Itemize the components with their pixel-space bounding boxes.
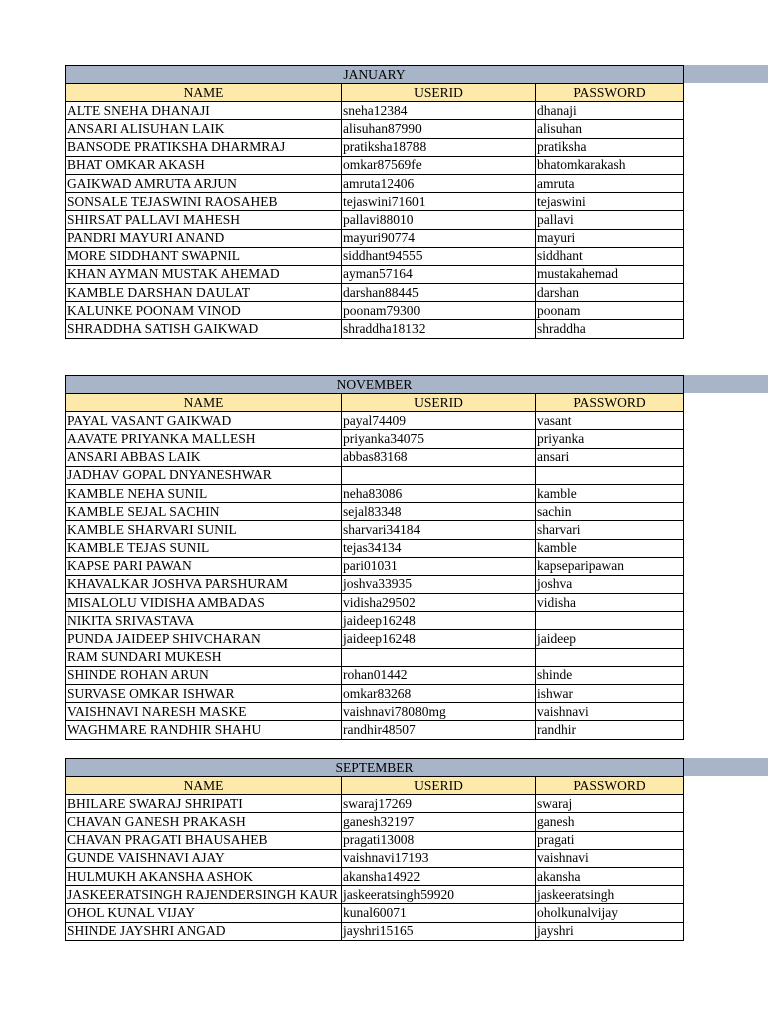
table-row: [66, 539, 684, 557]
section-november: [65, 375, 684, 740]
password-cell: siddhant: [536, 247, 684, 265]
table-row: [66, 193, 684, 211]
table-row: [66, 229, 684, 247]
password-cell: alisuhan: [536, 120, 684, 138]
userid-cell: jaskeeratsingh59920: [342, 886, 536, 904]
password-cell: vaishnavi: [536, 703, 684, 721]
name-cell: SONSALE TEJASWINI RAOSAHEB: [66, 193, 342, 211]
table-header-row: [66, 84, 684, 102]
name-cell: GUNDE VAISHNAVI AJAY: [66, 849, 342, 867]
password-cell: [536, 466, 684, 484]
name-cell: AAVATE PRIYANKA MALLESH: [66, 430, 342, 448]
table-row: [66, 120, 684, 138]
table-row: [66, 247, 684, 265]
userid-cell: tejas34134: [342, 539, 536, 557]
password-cell: tejaswini: [536, 193, 684, 211]
table-row: [66, 102, 684, 120]
table-row: [66, 831, 684, 849]
name-cell: ANSARI ABBAS LAIK: [66, 448, 342, 466]
userid-cell: rohan01442: [342, 666, 536, 684]
userid-cell: omkar87569fe: [342, 156, 536, 174]
userid-cell: vaishnavi78080mg: [342, 703, 536, 721]
user-table: [65, 83, 684, 339]
name-cell: ANSARI ALISUHAN LAIK: [66, 120, 342, 138]
name-cell: JASKEERATSINGH RAJENDERSINGH KAUR: [66, 886, 342, 904]
table-row: [66, 612, 684, 630]
name-cell: ALTE SNEHA DHANAJI: [66, 102, 342, 120]
password-cell: ishwar: [536, 685, 684, 703]
userid-cell: darshan88445: [342, 284, 536, 302]
month-header-row: [65, 65, 684, 83]
section-january: [65, 65, 684, 339]
password-cell: ansari: [536, 448, 684, 466]
name-cell: MORE SIDDHANT SWAPNIL: [66, 247, 342, 265]
name-cell: SHINDE JAYSHRI ANGAD: [66, 922, 342, 940]
table-row: [66, 211, 684, 229]
userid-cell: alisuhan87990: [342, 120, 536, 138]
password-cell: sachin: [536, 503, 684, 521]
password-cell: ganesh: [536, 813, 684, 831]
userid-cell: [342, 466, 536, 484]
userid-cell: priyanka34075: [342, 430, 536, 448]
table-row: [66, 849, 684, 867]
month-title: NOVEMBER: [65, 375, 684, 393]
userid-cell: tejaswini71601: [342, 193, 536, 211]
table-row: [66, 904, 684, 922]
password-cell: bhatomkarakash: [536, 156, 684, 174]
table-row: [66, 721, 684, 739]
table-row: [66, 503, 684, 521]
password-cell: oholkunalvijay: [536, 904, 684, 922]
table-row: [66, 867, 684, 885]
userid-cell: abbas83168: [342, 448, 536, 466]
userid-cell: neha83086: [342, 484, 536, 502]
userid-cell: jaideep16248: [342, 612, 536, 630]
name-cell: VAISHNAVI NARESH MASKE: [66, 703, 342, 721]
password-cell: shinde: [536, 666, 684, 684]
password-cell: darshan: [536, 284, 684, 302]
userid-cell: sneha12384: [342, 102, 536, 120]
name-cell: JADHAV GOPAL DNYANESHWAR: [66, 466, 342, 484]
table-row: [66, 594, 684, 612]
table-row: [66, 557, 684, 575]
userid-cell: joshva33935: [342, 575, 536, 593]
table-row: [66, 795, 684, 813]
table-row: [66, 648, 684, 666]
userid-cell: jaideep16248: [342, 630, 536, 648]
name-column-header: NAME: [66, 394, 342, 412]
month-title: SEPTEMBER: [65, 758, 684, 776]
name-cell: BHAT OMKAR AKASH: [66, 156, 342, 174]
password-cell: joshva: [536, 575, 684, 593]
table-row: [66, 484, 684, 502]
name-cell: HULMUKH AKANSHA ASHOK: [66, 867, 342, 885]
table-row: [66, 265, 684, 283]
password-cell: poonam: [536, 302, 684, 320]
name-cell: MISALOLU VIDISHA AMBADAS: [66, 594, 342, 612]
password-cell: [536, 612, 684, 630]
userid-cell: amruta12406: [342, 174, 536, 192]
table-row: [66, 430, 684, 448]
name-cell: NIKITA SRIVASTAVA: [66, 612, 342, 630]
userid-cell: mayuri90774: [342, 229, 536, 247]
userid-cell: sharvari34184: [342, 521, 536, 539]
name-cell: SURVASE OMKAR ISHWAR: [66, 685, 342, 703]
table-row: [66, 922, 684, 940]
userid-cell: sejal83348: [342, 503, 536, 521]
table-row: [66, 886, 684, 904]
password-cell: shraddha: [536, 320, 684, 338]
password-cell: vaishnavi: [536, 849, 684, 867]
name-cell: KHAN AYMAN MUSTAK AHEMAD: [66, 265, 342, 283]
table-row: [66, 685, 684, 703]
name-cell: SHRADDHA SATISH GAIKWAD: [66, 320, 342, 338]
name-cell: WAGHMARE RANDHIR SHAHU: [66, 721, 342, 739]
userid-cell: omkar83268: [342, 685, 536, 703]
name-cell: KALUNKE POONAM VINOD: [66, 302, 342, 320]
userid-cell: shraddha18132: [342, 320, 536, 338]
password-cell: jaideep: [536, 630, 684, 648]
password-column-header: PASSWORD: [536, 394, 684, 412]
password-column-header: PASSWORD: [536, 84, 684, 102]
name-cell: PAYAL VASANT GAIKWAD: [66, 412, 342, 430]
userid-cell: akansha14922: [342, 867, 536, 885]
name-cell: SHINDE ROHAN ARUN: [66, 666, 342, 684]
name-cell: KAMBLE SHARVARI SUNIL: [66, 521, 342, 539]
name-cell: KAMBLE NEHA SUNIL: [66, 484, 342, 502]
name-cell: CHAVAN GANESH PRAKASH: [66, 813, 342, 831]
name-cell: PUNDA JAIDEEP SHIVCHARAN: [66, 630, 342, 648]
month-header-row: [65, 375, 684, 393]
password-cell: randhir: [536, 721, 684, 739]
name-cell: KAMBLE SEJAL SACHIN: [66, 503, 342, 521]
table-row: [66, 466, 684, 484]
table-row: [66, 302, 684, 320]
name-cell: KAMBLE DARSHAN DAULAT: [66, 284, 342, 302]
name-cell: GAIKWAD AMRUTA ARJUN: [66, 174, 342, 192]
password-cell: priyanka: [536, 430, 684, 448]
section-september: [65, 758, 684, 941]
userid-cell: ganesh32197: [342, 813, 536, 831]
name-column-header: NAME: [66, 84, 342, 102]
userid-cell: jayshri15165: [342, 922, 536, 940]
password-cell: sharvari: [536, 521, 684, 539]
table-row: [66, 521, 684, 539]
password-cell: kapseparipawan: [536, 557, 684, 575]
table-row: [66, 174, 684, 192]
table-row: [66, 630, 684, 648]
name-cell: CHAVAN PRAGATI BHAUSAHEB: [66, 831, 342, 849]
month-header-row: [65, 758, 684, 776]
table-header-row: [66, 777, 684, 795]
table-row: [66, 284, 684, 302]
userid-cell: pari01031: [342, 557, 536, 575]
table-header-row: [66, 394, 684, 412]
name-cell: KAMBLE TEJAS SUNIL: [66, 539, 342, 557]
password-cell: swaraj: [536, 795, 684, 813]
userid-cell: payal74409: [342, 412, 536, 430]
userid-column-header: USERID: [342, 84, 536, 102]
password-cell: [536, 648, 684, 666]
table-row: [66, 575, 684, 593]
password-cell: vasant: [536, 412, 684, 430]
userid-cell: poonam79300: [342, 302, 536, 320]
userid-column-header: USERID: [342, 394, 536, 412]
table-row: [66, 138, 684, 156]
month-title: JANUARY: [65, 65, 684, 83]
name-cell: KHAVALKAR JOSHVA PARSHURAM: [66, 575, 342, 593]
userid-cell: kunal60071: [342, 904, 536, 922]
table-row: [66, 156, 684, 174]
name-cell: OHOL KUNAL VIJAY: [66, 904, 342, 922]
name-cell: SHIRSAT PALLAVI MAHESH: [66, 211, 342, 229]
table-row: [66, 412, 684, 430]
userid-cell: [342, 648, 536, 666]
password-cell: akansha: [536, 867, 684, 885]
password-cell: dhanaji: [536, 102, 684, 120]
password-cell: pragati: [536, 831, 684, 849]
table-row: [66, 448, 684, 466]
user-table: [65, 393, 684, 740]
table-row: [66, 320, 684, 338]
name-cell: RAM SUNDARI MUKESH: [66, 648, 342, 666]
userid-cell: pallavi88010: [342, 211, 536, 229]
table-row: [66, 813, 684, 831]
password-cell: pallavi: [536, 211, 684, 229]
table-row: [66, 703, 684, 721]
userid-cell: vaishnavi17193: [342, 849, 536, 867]
userid-cell: ayman57164: [342, 265, 536, 283]
password-cell: pratiksha: [536, 138, 684, 156]
name-column-header: NAME: [66, 777, 342, 795]
userid-column-header: USERID: [342, 777, 536, 795]
password-cell: mustakahemad: [536, 265, 684, 283]
table-row: [66, 666, 684, 684]
userid-cell: pragati13008: [342, 831, 536, 849]
user-table: [65, 776, 684, 941]
password-cell: mayuri: [536, 229, 684, 247]
userid-cell: swaraj17269: [342, 795, 536, 813]
name-cell: BHILARE SWARAJ SHRIPATI: [66, 795, 342, 813]
userid-cell: pratiksha18788: [342, 138, 536, 156]
password-cell: amruta: [536, 174, 684, 192]
password-cell: kamble: [536, 539, 684, 557]
password-cell: vidisha: [536, 594, 684, 612]
name-cell: BANSODE PRATIKSHA DHARMRAJ: [66, 138, 342, 156]
password-cell: jaskeeratsingh: [536, 886, 684, 904]
userid-cell: vidisha29502: [342, 594, 536, 612]
name-cell: PANDRI MAYURI ANAND: [66, 229, 342, 247]
userid-cell: randhir48507: [342, 721, 536, 739]
password-cell: kamble: [536, 484, 684, 502]
name-cell: KAPSE PARI PAWAN: [66, 557, 342, 575]
password-cell: jayshri: [536, 922, 684, 940]
userid-cell: siddhant94555: [342, 247, 536, 265]
password-column-header: PASSWORD: [536, 777, 684, 795]
